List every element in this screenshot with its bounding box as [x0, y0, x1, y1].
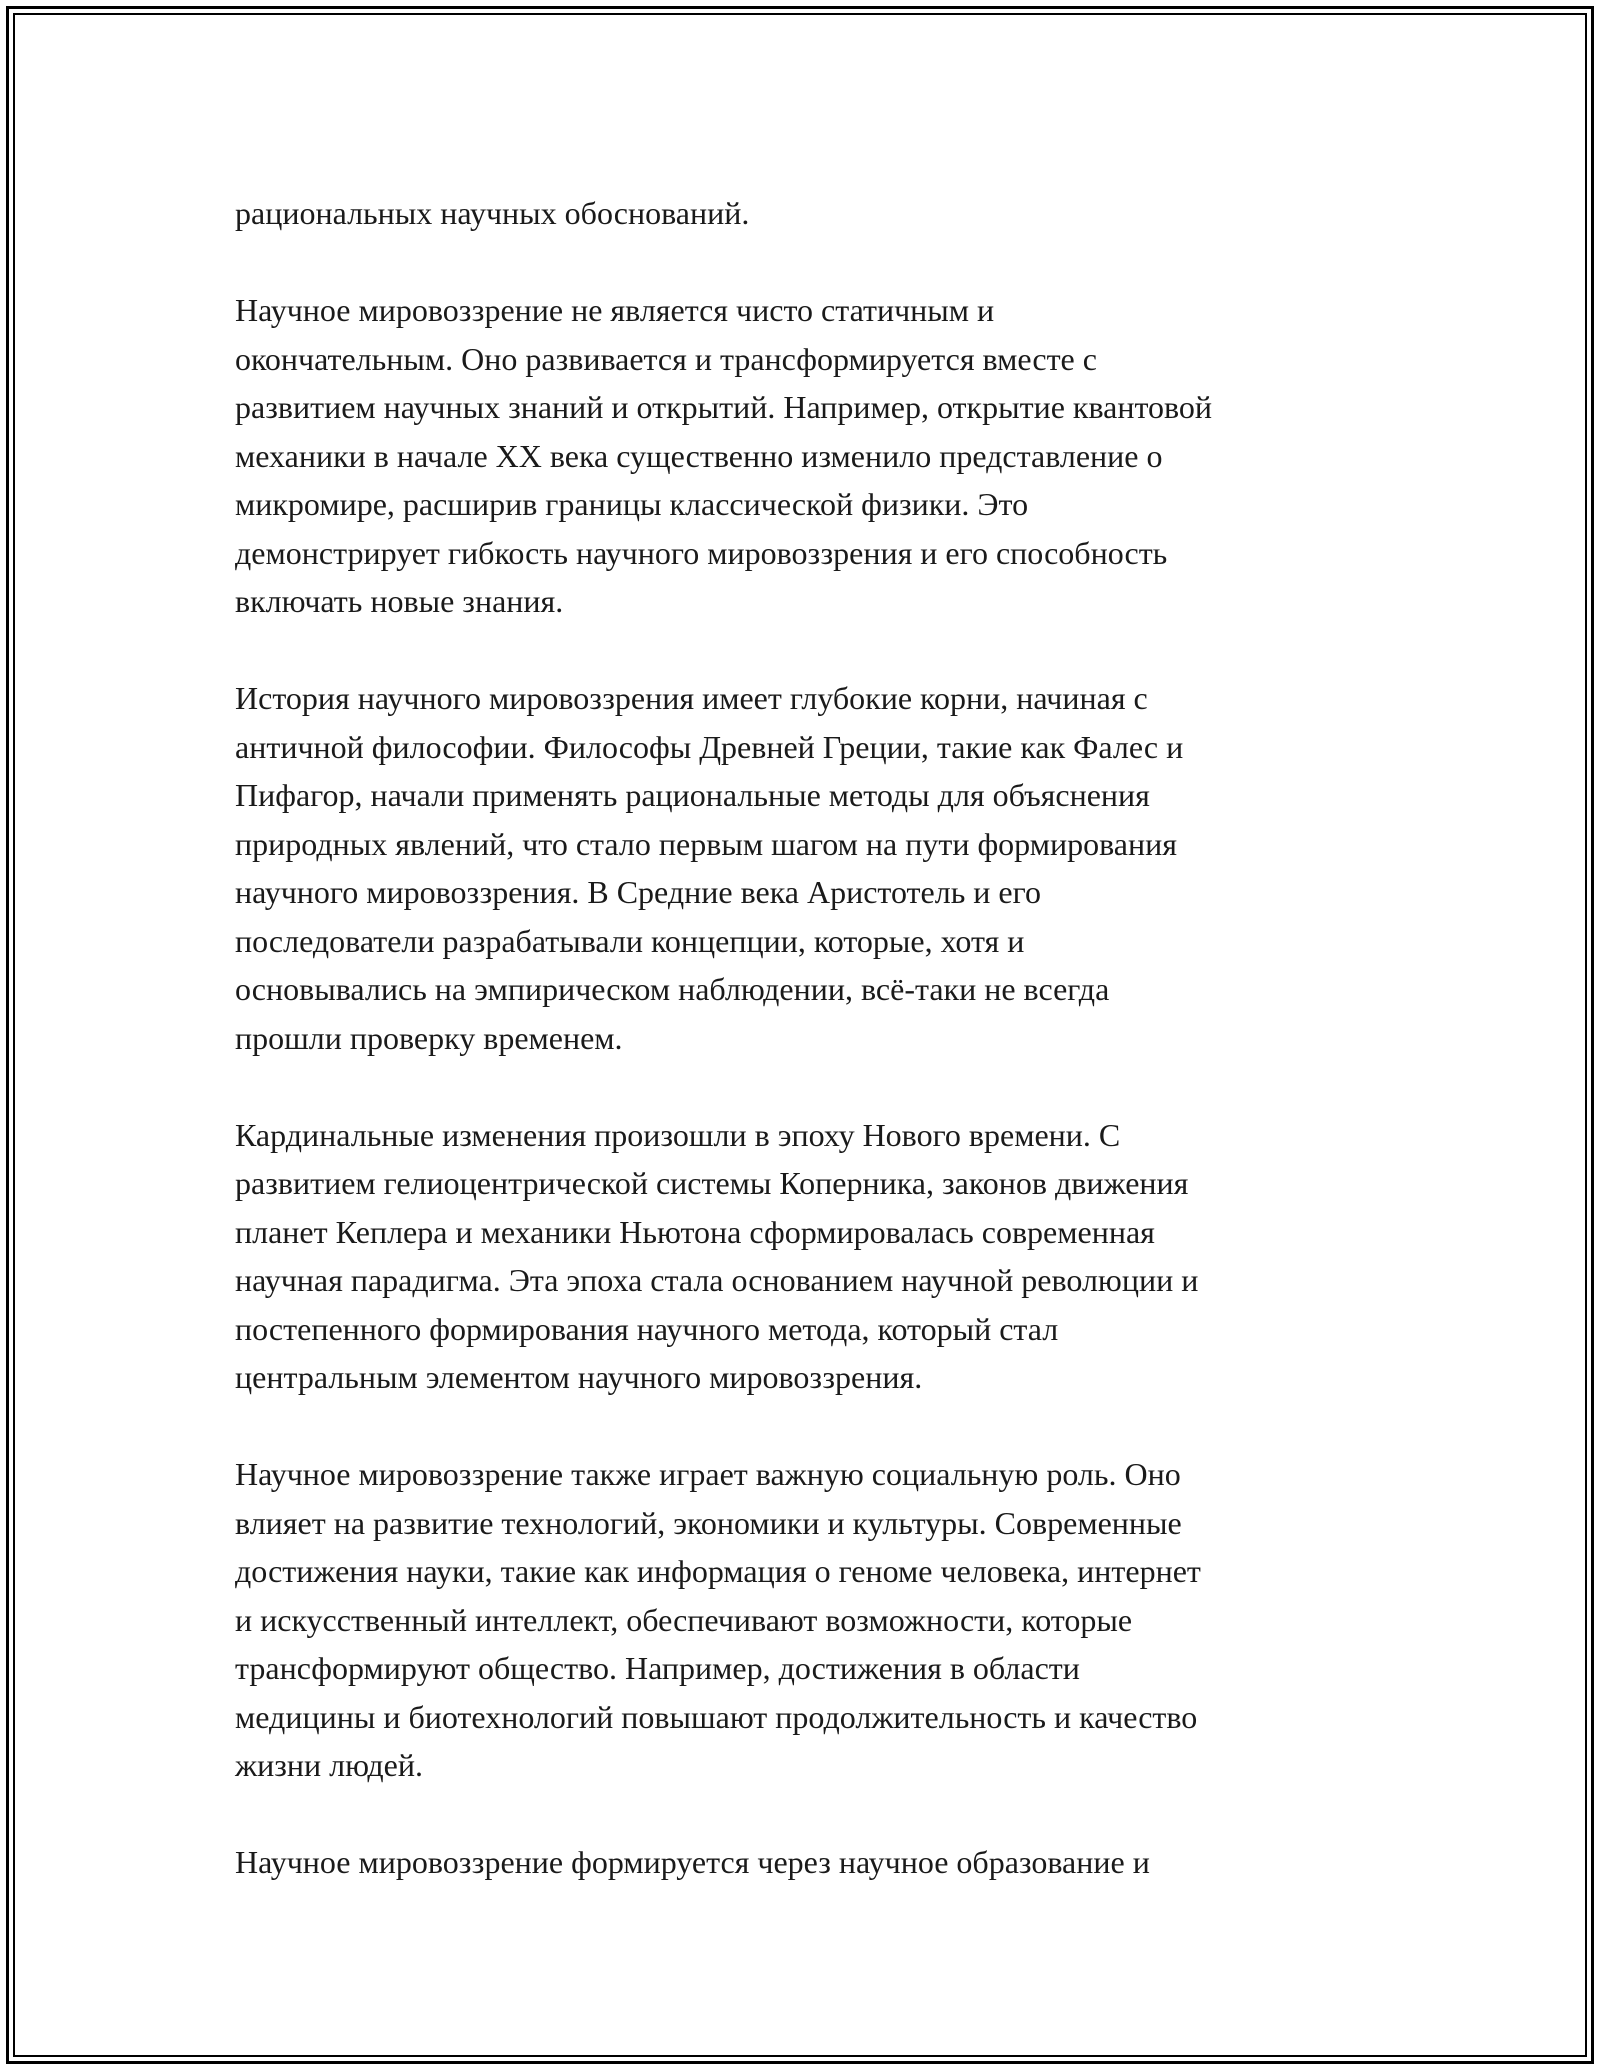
text-line: влияет на развитие технологий, экономики и культуры. Современные	[235, 1504, 1182, 1541]
text-line: природных явлений, что стало первым шагом на пути формирования	[235, 825, 1177, 862]
text-line: механики в начале XX века существенно изменило представление о	[235, 437, 1163, 474]
text-line: Научное мировоззрение не является чисто статичным и	[235, 292, 995, 328]
text-line: достижения науки, такие как информация о геноме человека, интернет	[235, 1553, 1201, 1589]
paragraph-4	[235, 1111, 1375, 1402]
paragraph-6	[235, 1838, 1375, 1887]
text-line: планет Кеплера и механики Ньютона сформировалась современная	[235, 1213, 1155, 1250]
text-line: основывались на эмпирическом наблюдении, всё-таки не всегда	[235, 971, 1110, 1007]
paragraph-3	[235, 674, 1375, 1062]
document-body	[235, 189, 1375, 1935]
paragraph-2	[235, 286, 1375, 626]
paragraph-5	[235, 1450, 1375, 1790]
text-line: античной философии. Философы Древней Греции, такие как Фалес и	[235, 728, 1184, 765]
text-line: научная парадигма. Эта эпоха стала основанием научной революции и	[235, 1262, 1199, 1298]
text-line: История научного мировоззрения имеет глубокие корни, начиная с	[235, 680, 1148, 716]
text-line: Научное мировоззрение формируется через научное образование и	[235, 1844, 1150, 1880]
text-line: демонстрирует гибкость научного мировоззрения и его способность	[235, 534, 1168, 571]
text-line: центральным элементом научного мировоззрения.	[235, 1359, 923, 1395]
text-line: развитием гелиоцентрической системы Коперника, законов движения	[235, 1165, 1189, 1201]
text-line: Кардинальные изменения произошли в эпоху Нового времени. С	[235, 1116, 1121, 1153]
text-line: включать новые знания.	[235, 583, 564, 619]
text-line: научного мировоззрения. В Средние века Аристотель и его	[235, 874, 1041, 910]
text-line: медицины и биотехнологий повышают продолжительность и качество	[235, 1698, 1198, 1735]
text-line: Научное мировоззрение также играет важную социальную роль. Оно	[235, 1456, 1181, 1492]
text-line: рациональных научных обоснований.	[235, 195, 750, 231]
paragraph-1	[235, 189, 1375, 238]
text-line: микромире, расширив границы классической физики. Это	[235, 486, 1029, 522]
text-line: окончательным. Оно развивается и трансформируется вместе с	[235, 340, 1097, 377]
text-line: жизни людей.	[235, 1747, 423, 1783]
text-line: прошли проверку временем.	[235, 1019, 623, 1056]
text-line: постепенного формирования научного метода, который стал	[235, 1310, 1059, 1347]
text-line: развитием научных знаний и открытий. Например, открытие квантовой	[235, 389, 1213, 425]
text-line: последователи разрабатывали концепции, которые, хотя и	[235, 922, 1025, 959]
text-line: трансформируют общество. Например, достижения в области	[235, 1650, 1080, 1686]
text-line: Пифагор, начали применять рациональные методы для объяснения	[235, 777, 1150, 813]
text-line: и искусственный интеллект, обеспечивают возможности, которые	[235, 1601, 1133, 1638]
